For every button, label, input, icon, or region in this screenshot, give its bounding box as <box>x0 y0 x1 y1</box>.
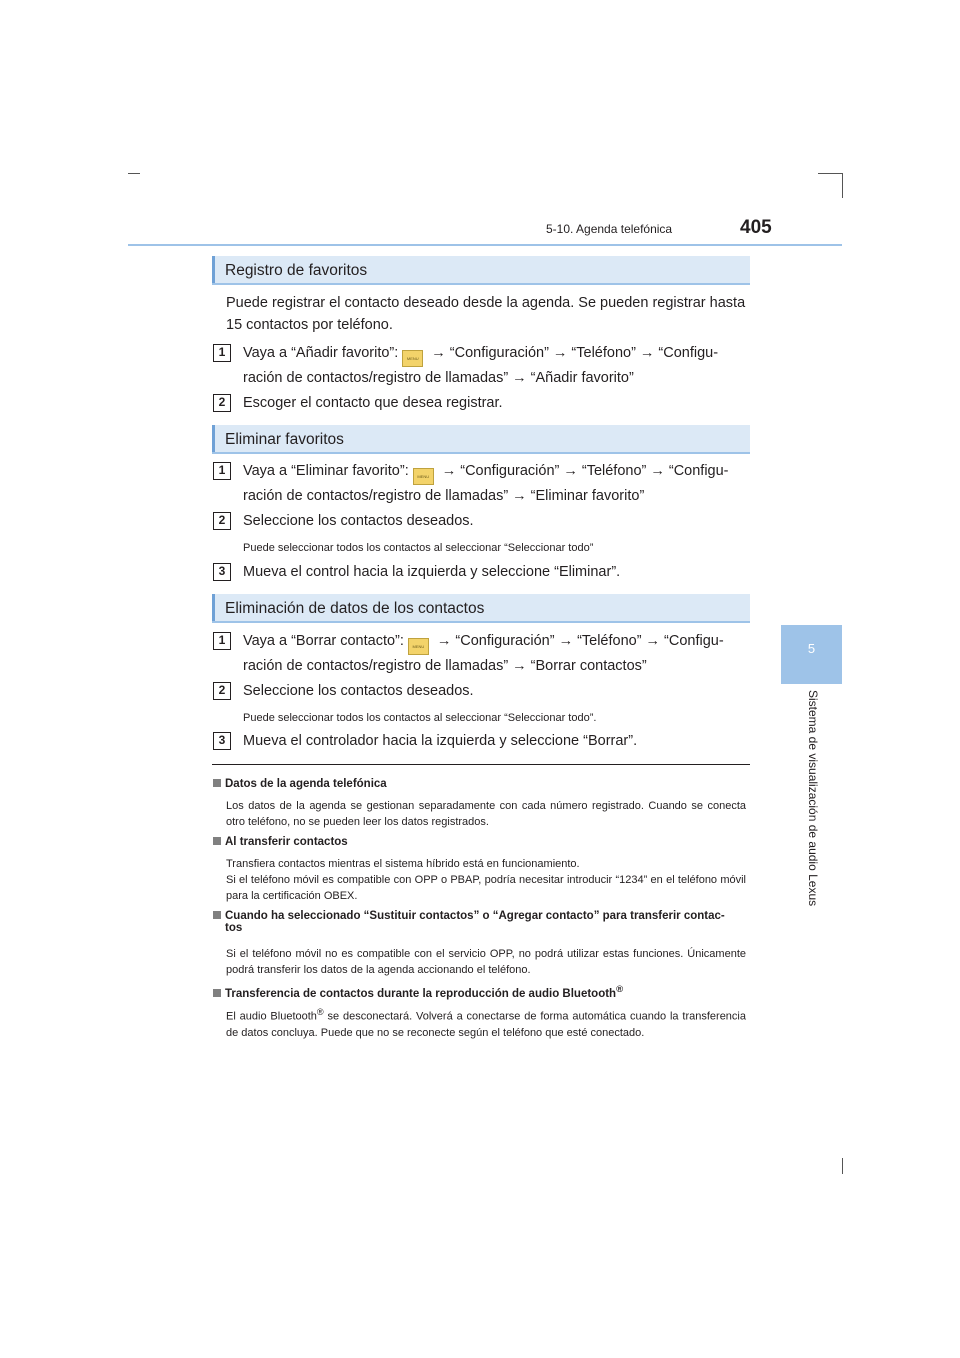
step-number: 2 <box>213 512 231 530</box>
step-text: Mueva el controlador hacia la izquierda y seleccione “Borrar”. <box>243 733 638 749</box>
note-title: Al transferir contactos <box>213 836 348 848</box>
note-title: Cuando ha seleccionado “Sustituir contactos” o “Agregar contacto” para transferir contac- tos <box>213 910 753 934</box>
arrow-icon: → <box>563 463 578 479</box>
step-number: 3 <box>213 563 231 581</box>
section-heading: Eliminar favoritos <box>212 425 750 454</box>
arrow-icon: → <box>552 345 568 361</box>
arrow-icon: → <box>441 463 457 479</box>
note-body: Transfiera contactos mientras el sistema híbrido está en funcionamiento. <box>226 858 580 870</box>
step-number: 3 <box>213 732 231 750</box>
step-note: Puede seleccionar todos los contactos al seleccionar “Seleccionar todo” <box>243 542 594 554</box>
menu-button-icon: MENU <box>413 468 434 485</box>
menu-button-icon: MENU <box>408 638 429 655</box>
arrow-icon: → <box>650 463 665 479</box>
running-title: 5-10. Agenda telefónica <box>546 222 673 236</box>
arrow-icon: → <box>436 633 452 649</box>
section-heading: Registro de favoritos <box>212 256 750 285</box>
bullet-square-icon <box>213 779 221 787</box>
step-text: Mueva el control hacia la izquierda y seleccione “Eliminar”. <box>243 564 621 580</box>
bullet-square-icon <box>213 911 221 919</box>
arrow-icon: → <box>512 370 527 386</box>
step-number: 2 <box>213 394 231 412</box>
page-number: 405 <box>740 217 772 238</box>
step-number: 1 <box>213 632 231 650</box>
step-text: Vaya a “Añadir favorito”: MENU → “Configuración” → “Teléfono” → “Configu- ración de contactos/registro de llamadas” → “Añadir favorito” <box>243 345 719 386</box>
menu-button-icon: MENU <box>402 350 423 367</box>
section-heading: Eliminación de datos de los contactos <box>212 594 750 623</box>
notes-divider <box>212 764 750 765</box>
step-number: 2 <box>213 682 231 700</box>
bullet-square-icon <box>213 989 221 997</box>
arrow-icon: → <box>512 658 527 674</box>
arrow-icon: → <box>645 633 661 649</box>
chapter-title: Sistema de visualización de audio Lexus <box>806 690 820 907</box>
step-number: 1 <box>213 462 231 480</box>
step-text: Seleccione los contactos deseados. <box>243 683 474 699</box>
step-text: Seleccione los contactos deseados. <box>243 513 474 529</box>
crop-mark <box>842 1158 843 1174</box>
note-body: Si el teléfono móvil no es compatible con el servicio OPP, no podrá utilizar estas funciones. Únicamente podrá transferir los datos de la agenda accionando el teléfono. <box>226 948 746 976</box>
note-body: Los datos de la agenda se gestionan separadamente con cada número registrado. Cuando se conecta otro teléfono, no se pueden leer los datos registrados. <box>226 800 746 828</box>
step-text: Vaya a “Eliminar favorito”: MENU → “Configuración” → “Teléfono” → “Configu- ración de contactos/registro de llamadas” → “Eliminar favorito” <box>243 463 729 504</box>
header-rule <box>128 244 842 246</box>
step-note: Puede seleccionar todos los contactos al seleccionar “Seleccionar todo”. <box>243 712 597 724</box>
section-intro: Puede registrar el contacto deseado desde la agenda. Se pueden registrar hasta 15 contactos por teléfono. <box>226 295 746 333</box>
step-number: 1 <box>213 344 231 362</box>
arrow-icon: → <box>639 345 655 361</box>
crop-mark <box>128 173 140 174</box>
step-text: Vaya a “Borrar contacto”: MENU → “Configuración” → “Teléfono” → “Configu- ración de contactos/registro de llamadas” → “Borrar contactos” <box>243 633 724 674</box>
note-body: El audio Bluetooth® se desconectará. Volverá a conectarse de forma automática cuando la transferencia de datos concluya. Puede que no se reconecte según el teléfono que esté conectado. <box>226 1007 746 1039</box>
note-title: Datos de la agenda telefónica <box>213 778 387 790</box>
arrow-icon: → <box>558 633 574 649</box>
bullet-square-icon <box>213 837 221 845</box>
chapter-tab: 5 <box>781 625 842 684</box>
arrow-icon: → <box>431 345 446 361</box>
crop-mark <box>818 173 842 174</box>
note-title: Transferencia de contactos durante la reproducción de audio Bluetooth® <box>213 984 623 1000</box>
note-body: Si el teléfono móvil es compatible con OPP o PBAP, podría necesitar introducir “1234” en el teléfono móvil para la certificación OBEX. <box>226 874 746 902</box>
arrow-icon: → <box>512 488 527 504</box>
step-text: Escoger el contacto que desea registrar. <box>243 395 503 411</box>
crop-mark <box>842 173 843 198</box>
